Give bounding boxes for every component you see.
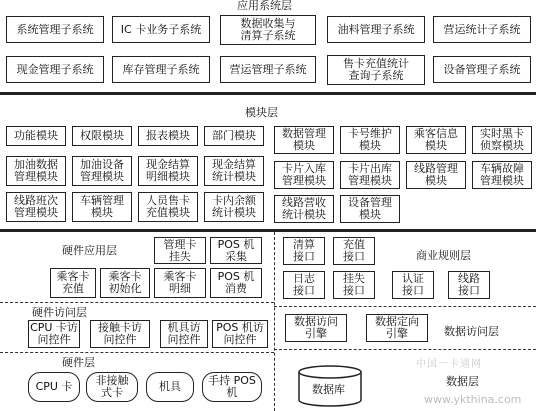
device-mgmt-module: 设备管理 模块 (340, 195, 400, 223)
system-mgmt-subsystem: 系统管理子系统 (6, 16, 104, 43)
handheld-pos: 手持 POS 机 (202, 372, 262, 402)
permission-module: 权限模块 (72, 126, 132, 146)
cpu-card-access-control: CPU 卡访 问控件 (28, 320, 80, 348)
vehicle-mgmt-module: 车辆管理 模块 (72, 192, 132, 222)
topup-interface: 充值 接口 (333, 237, 375, 265)
layer-separator (0, 302, 274, 303)
card-stock-in-module: 卡片入库 管理模块 (274, 161, 334, 189)
loss-report-interface: 挂失 接口 (333, 271, 375, 299)
layer-separator (274, 349, 536, 350)
fuel-data-module: 加油数据 管理模块 (6, 156, 66, 186)
data-mgmt-module: 数据管理 模块 (274, 126, 334, 154)
fuel-mgmt-subsystem: 油料管理子系统 (327, 16, 425, 43)
layer-separator (0, 352, 274, 353)
data-clearing-subsystem: 数据收集与 清算子系统 (220, 15, 316, 45)
device-mgmt-subsystem: 设备管理子系统 (433, 56, 531, 83)
cash-mgmt-subsystem: 现金管理子系统 (6, 56, 104, 83)
log-interface: 日志 接口 (283, 271, 325, 299)
divider (0, 92, 536, 95)
layer-separator (274, 306, 536, 307)
operation-stats-subsystem: 营运统计子系统 (433, 16, 531, 43)
data-routing-engine: 数据定向 引擎 (366, 314, 428, 342)
card-balance-stats-module: 卡内余额 统计模块 (204, 192, 264, 222)
department-module: 部门模块 (204, 126, 264, 146)
data-access-engine: 数据访问 引擎 (285, 314, 347, 342)
route-schedule-module: 线路班次 管理模块 (6, 192, 66, 222)
hw-layer-title: 硬件层 (62, 356, 95, 369)
fuel-device-module: 加油设备 管理模块 (72, 156, 132, 186)
route-revenue-module: 线路营收 统计模块 (274, 195, 334, 223)
card-stock-out-module: 卡片出库 管理模块 (340, 161, 400, 189)
operation-mgmt-subsystem: 营运管理子系统 (220, 56, 316, 83)
ic-card-subsystem: IC 卡业务子系统 (112, 16, 210, 43)
watermark-url: www.ykthina.com (424, 393, 522, 406)
watermark-cn: 中国一卡通网 (416, 359, 482, 370)
cash-settle-stats-module: 现金结算 统计模块 (204, 156, 264, 186)
contact-card-access-control: 接触卡访 问控件 (90, 320, 150, 348)
function-module: 功能模块 (6, 126, 66, 146)
card-sales-query-subsystem: 售卡充值统计 查询子系统 (327, 55, 425, 85)
passenger-card-init: 乘客卡 初始化 (100, 268, 150, 298)
route-interface: 线路 接口 (448, 271, 490, 299)
cash-settle-detail-module: 现金结算 明细模块 (138, 156, 198, 186)
report-module: 报表模块 (138, 126, 198, 146)
device-access-control: 机具访 问控件 (160, 320, 208, 348)
route-mgmt-module: 线路管理 模块 (406, 161, 466, 189)
hw-access-layer-title: 硬件访问层 (32, 306, 87, 319)
passenger-info-module: 乘客信息 模块 (406, 126, 466, 154)
auth-interface: 认证 接口 (392, 271, 434, 299)
data-access-layer-title: 数据访问层 (444, 325, 499, 338)
staff-card-topup-module: 人员售卡 充值模块 (138, 192, 198, 222)
contactless-card: 非接触 式卡 (86, 372, 138, 402)
section-separator (274, 232, 275, 411)
app-layer-title: 应用系统层 (237, 0, 292, 12)
business-layer-title: 商业规则层 (416, 249, 471, 262)
card-number-module: 卡号维护 模块 (340, 126, 400, 154)
passenger-card-topup: 乘客卡 充值 (50, 268, 96, 298)
database-label: 数据库 (312, 383, 345, 396)
inventory-mgmt-subsystem: 库存管理子系统 (112, 56, 210, 83)
pos-consume: POS 机 消费 (210, 268, 262, 298)
clearing-interface: 清算 接口 (283, 237, 325, 265)
mgmt-card-loss: 管理卡 挂失 (154, 237, 206, 264)
module-layer-title: 模块层 (245, 106, 278, 119)
divider (0, 229, 536, 232)
blacklist-detect-module: 实时黑卡 侦察模块 (472, 126, 532, 154)
device-hardware: 机具 (146, 372, 194, 402)
hw-app-layer-title: 硬件应用层 (62, 244, 117, 257)
vehicle-fault-module: 车辆故障 管理模块 (472, 161, 532, 189)
pos-access-control: POS 机访 问控件 (212, 320, 268, 348)
pos-collect: POS 机 采集 (210, 237, 262, 264)
passenger-card-detail: 乘客卡 明细 (154, 268, 206, 298)
cpu-card: CPU 卡 (28, 372, 80, 402)
data-layer-title: 数据层 (446, 375, 479, 388)
